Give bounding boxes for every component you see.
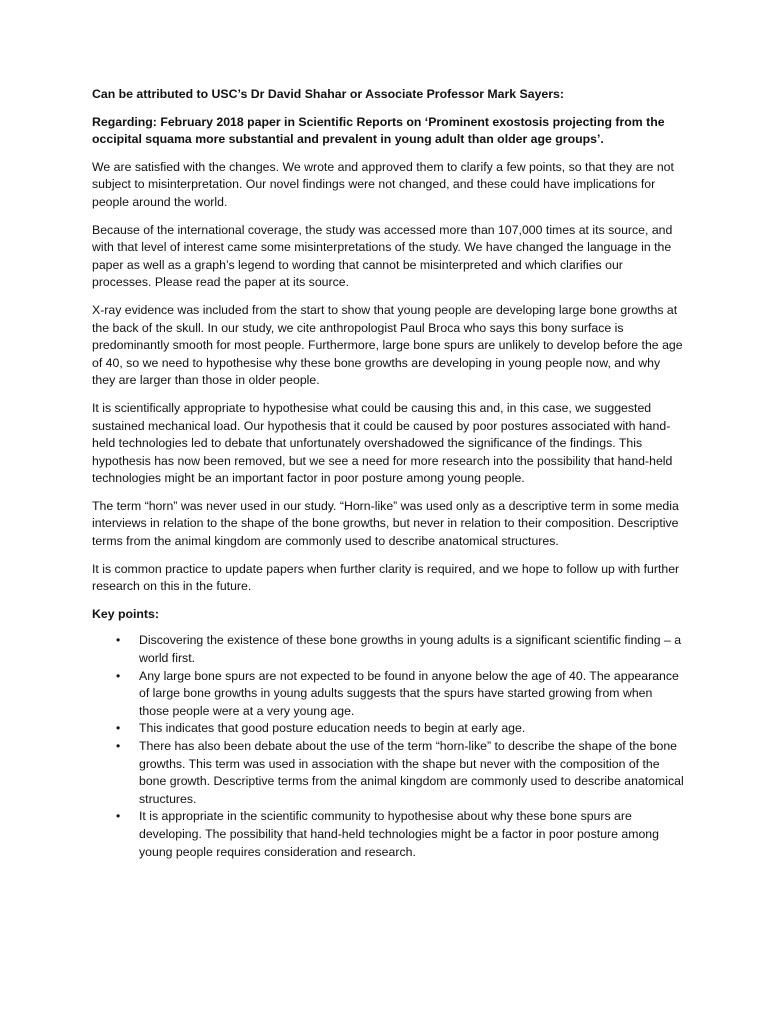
regarding-line: Regarding: February 2018 paper in Scientific Reports on ‘Prominent exostosis projecting from the occipital squama more substantial and prevalent in young adult than older age groups’. [92,114,665,147]
body-paragraph: The term “horn” was never used in our study. “Horn-like” was used only as a descriptive term in some media interviews in relation to the shape of the bone growths, but never in relation to their composition. Descriptive terms from the animal kingdom are commonly used to describe anatomical structures. [92,498,679,549]
body-paragraph: It is scientifically appropriate to hypothesise what could be causing this and, in this case, we suggested sustained mechanical load. Our hypothesis that it could be caused by poor postures associated with hand-held technologies led to debate that unfortunately overshadowed the significance of the findings. This hypothesis has now been removed, but we see a need for more research into the possibility that hand-held technologies might be an important factor in poor posture among young people. [92,400,673,486]
bullet-icon: • [116,668,121,683]
key-point-item [92,808,684,861]
bullet-icon: • [116,721,121,736]
body-paragraph: X-ray evidence was included from the start to show that young people are developing large bone growths at the back of the skull. In our study, we cite anthropologist Paul Broca who says this bony surface is predominantly smooth for most people. Furthermore, large bone spurs are unlikely to develop before the age of 40, so we need to hypothesise why these bone growths are developing in young people now, and why they are larger than those in older people. [92,302,683,388]
key-point-item [92,720,684,738]
key-point-text: There has also been debate about the use of the term “horn-like” to describe the shape of the bone growths. This term was used in association with the shape but never with the composition of the bone growth. Descriptive terms from the animal kingdom are commonly used to describe anatomical structures. [139,739,684,806]
bullet-icon: • [116,809,121,824]
attribution-line: Can be attributed to USC’s Dr David Shahar or Associate Professor Mark Sayers: [92,87,564,101]
body-paragraph: Because of the international coverage, the study was accessed more than 107,000 times at its source, and with that level of interest came some misinterpretations of the study. We have changed the language in the paper as well as a graph’s legend to wording that cannot be misinterpreted and which clarifies our processes. Please read the paper at its source. [92,222,673,290]
key-point-text: It is appropriate in the scientific community to hypothesise about why these bone spurs are developing. The possibility that hand-held technologies might be a factor in poor posture among young people requires consideration and research. [139,809,659,859]
body-paragraph: It is common practice to update papers when further clarity is required, and we hope to follow up with further research on this in the future. [92,561,680,594]
document-page [92,86,684,861]
key-point-item [92,668,684,721]
key-point-item [92,738,684,808]
bullet-icon: • [116,739,121,753]
key-point-item [92,632,684,667]
bullet-icon: • [116,633,121,648]
key-point-text: This indicates that good posture education needs to begin at early age. [139,721,526,736]
body-paragraph: We are satisfied with the changes. We wrote and approved them to clarify a few points, so that they are not subject to misinterpretation. Our novel findings were not changed, and these could have implications for people around the world. [92,159,674,209]
key-point-text: Discovering the existence of these bone growths in young adults is a significant scientific finding – a world first. [139,633,682,666]
key-points-list [92,632,684,861]
key-point-text: Any large bone spurs are not expected to be found in anyone below the age of 40. The appearance of large bone growths in young adults suggests that the spurs have started growing from when those people were at a very young age. [139,668,679,718]
key-points-heading: Key points: [92,606,159,621]
